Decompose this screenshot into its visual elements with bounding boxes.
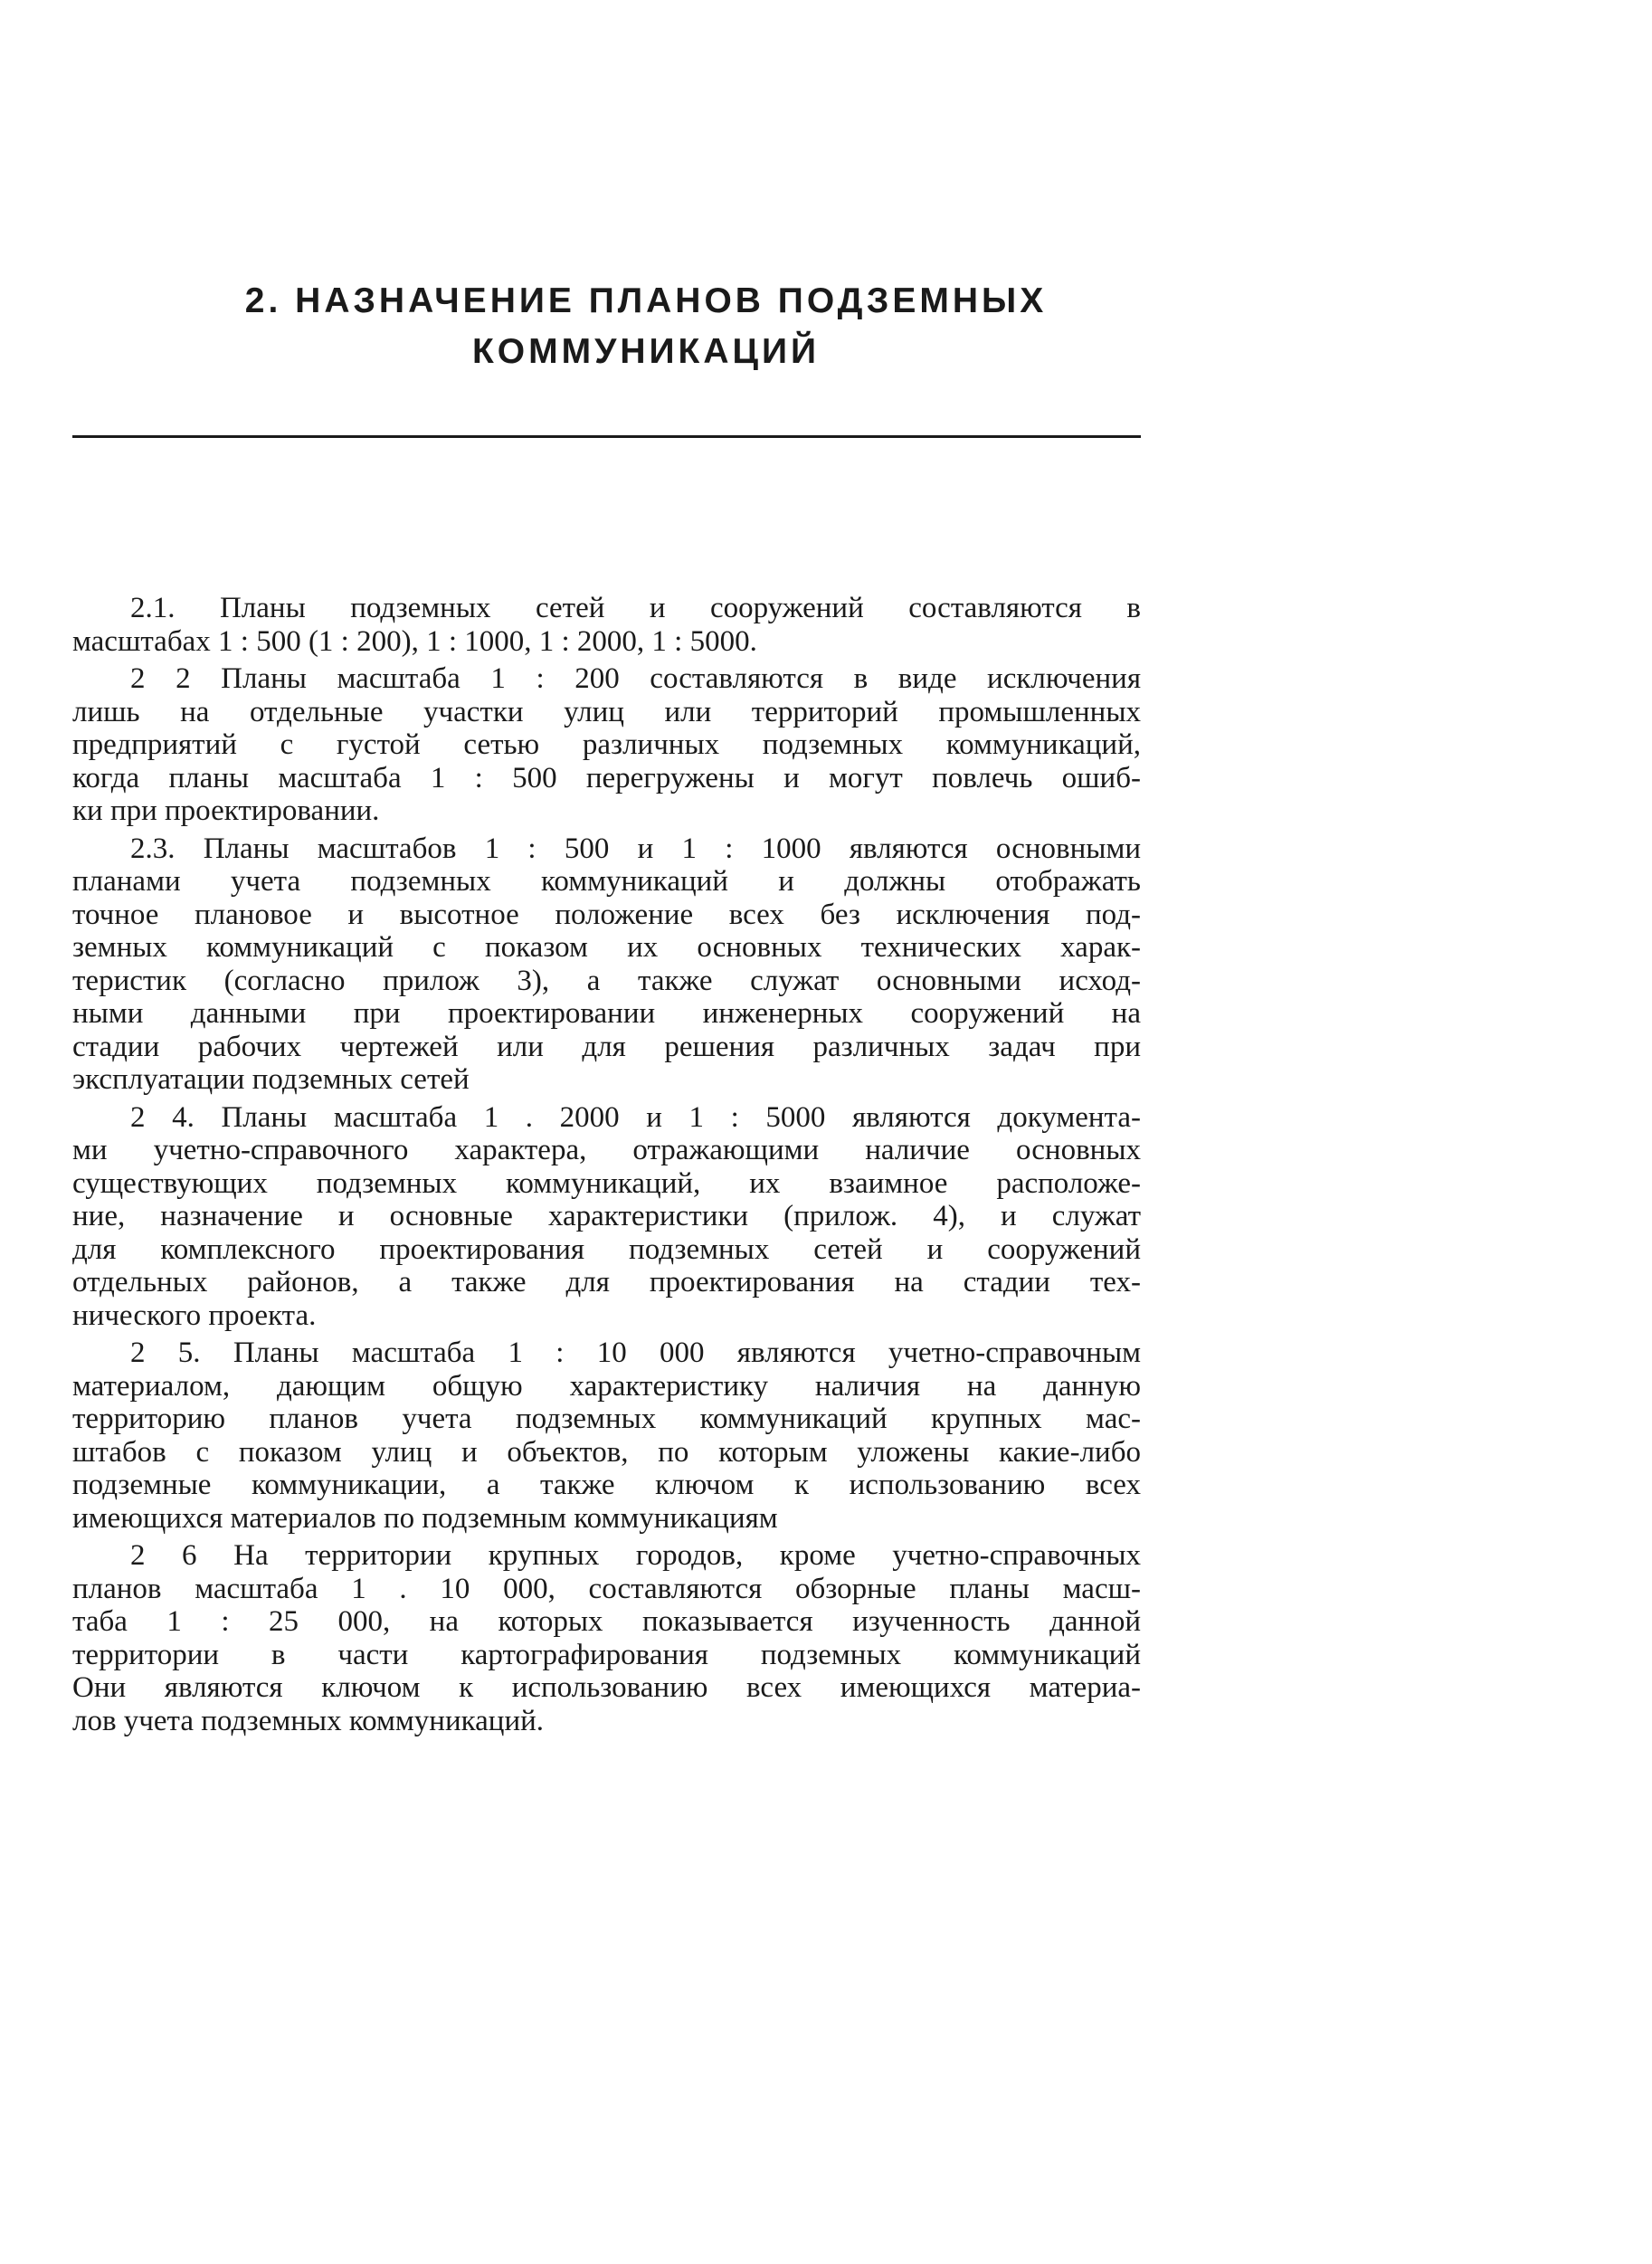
text-line: территорию планов учета подземных коммуникаций крупных мас- [72,1403,1141,1435]
text-line: предприятий с густой сетью различных подземных коммуникаций, [72,728,1141,761]
text-line: 2 5. Планы масштаба 1 : 10 000 являются учетно-справочным [130,1337,1141,1369]
text-line: территории в части картографирования подземных коммуникаций [72,1638,1141,1671]
text-line: таба 1 : 25 000, на которых показывается изученность данной [72,1605,1141,1638]
paragraph-2-3 [72,832,1141,1097]
heading-divider [72,435,1141,438]
text-line: штабов с показом улиц и объектов, по которым уложены какие-либо [72,1435,1141,1469]
paragraph-2-4 [72,1101,1141,1333]
text-line: ными данными при проектировании инженерных сооружений на [72,997,1141,1030]
paragraph-2-1 [72,592,1141,658]
paragraph-2-2 [72,662,1141,828]
text-line: Они являются ключом к использованию всех имеющихся материа- [72,1671,1141,1704]
text-line: 2 4. Планы масштаба 1 . 2000 и 1 : 5000 являются документа- [130,1100,1141,1134]
text-line: ние, назначение и основные характеристики (прилож. 4), и служат [72,1200,1141,1232]
section-heading-line-1: 2. НАЗНАЧЕНИЕ ПЛАНОВ ПОДЗЕМНЫХ [244,281,1048,320]
text-line: когда планы масштаба 1 : 500 перегружены и могут повлечь ошиб- [72,761,1141,794]
text-line: земных коммуникаций с показом их основных технических харак- [72,931,1141,964]
text-line: 2.3. Планы масштабов 1 : 500 и 1 : 1000 являются основными [130,832,1141,865]
text-line: лов учета подземных коммуникаций. [72,1704,545,1737]
text-line: 2 6 На территории крупных городов, кроме учетно-справочных [130,1539,1141,1572]
text-line: 2 2 Планы масштаба 1 : 200 составляются в виде исключения [130,662,1141,695]
text-line: планами учета подземных коммуникаций и должны отображать [72,865,1141,898]
text-line: теристик (согласно прилож 3), а также служат основными исход- [72,964,1141,997]
text-line: ми учетно-справочного характера, отражающими наличие основных [72,1134,1141,1166]
text-line: 2.1. Планы подземных сетей и сооружений составляются в [130,592,1141,624]
text-line: лишь на отдельные участки улиц или территорий промышленных [72,695,1141,728]
text-line: материалом, дающим общую характеристику наличия на данную [72,1369,1141,1403]
text-line: для комплексного проектирования подземных сетей и сооружений [72,1232,1141,1266]
text-line: планов масштаба 1 . 10 000, составляются обзорные планы масш- [72,1572,1141,1605]
text-line: точное плановое и высотное положение всех без исключения под- [72,898,1141,931]
section-body [72,592,1141,1742]
text-line: существующих подземных коммуникаций, их взаимное расположе- [72,1166,1141,1200]
text-line: масштабах 1 : 500 (1 : 200), 1 : 1000, 1 : 2000, 1 : 5000. [72,624,757,658]
section-heading [72,276,1220,377]
text-line: отдельных районов, а также для проектирования на стадии тех- [72,1266,1141,1298]
paragraph-2-6 [72,1539,1141,1737]
text-line: подземные коммуникации, а также ключом к использованию всех [72,1469,1141,1501]
text-line: эксплуатации подземных сетей [72,1063,470,1096]
text-line: имеющихся материалов по подземным коммуникациям [72,1501,778,1535]
section-heading-line-2: КОММУНИКАЦИЙ [471,332,821,371]
text-line: стадии рабочих чертежей или для решения различных задач при [72,1030,1141,1063]
paragraph-2-5 [72,1337,1141,1535]
text-line: ки при проектировании. [72,794,380,827]
text-line: нического проекта. [72,1298,317,1332]
